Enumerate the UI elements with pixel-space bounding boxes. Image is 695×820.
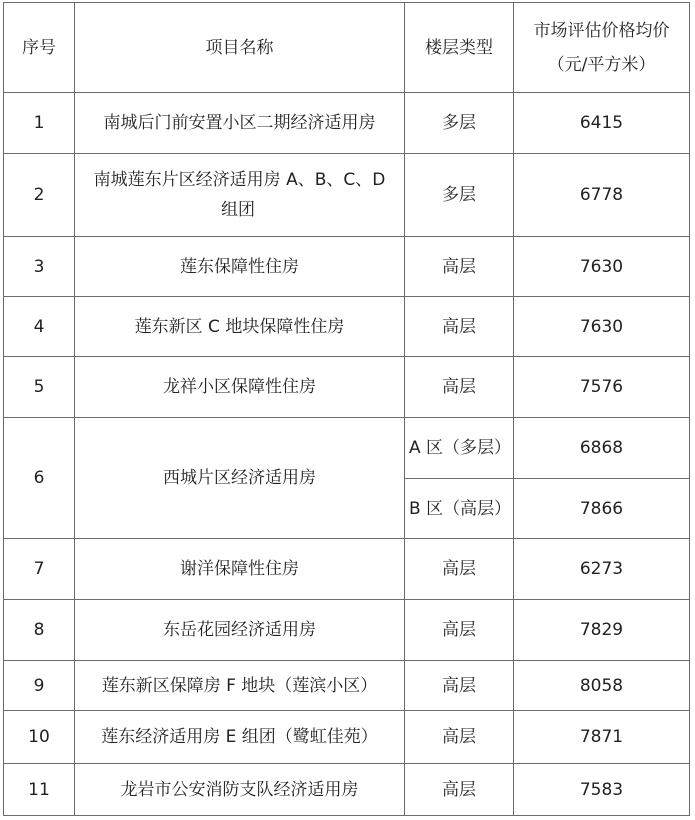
row-floor xyxy=(405,764,513,815)
row-seq xyxy=(4,357,74,417)
row-seq xyxy=(4,297,74,356)
header-price-line2: （元/平方米） xyxy=(547,54,656,75)
row-name-text: 西城片区经济适用房 xyxy=(163,468,316,488)
row-price-text: 7576 xyxy=(579,377,624,397)
row-name xyxy=(75,357,404,417)
row-price-text: 7630 xyxy=(579,256,624,277)
grid-line xyxy=(3,815,690,816)
row-seq xyxy=(4,418,74,538)
row-subfloor xyxy=(405,418,513,478)
header-floor-type xyxy=(405,3,513,92)
row-price-text: 6273 xyxy=(579,559,624,579)
row-floor xyxy=(405,237,513,296)
header-seq xyxy=(4,3,74,92)
row-name xyxy=(75,237,404,296)
row-name xyxy=(75,154,404,236)
row-price-text: 7829 xyxy=(579,620,624,640)
row-seq xyxy=(4,539,74,599)
row-price-text: 6868 xyxy=(579,438,624,458)
row-price xyxy=(514,711,689,763)
row-name-text: 莲东新区 C 地块保障性住房 xyxy=(134,316,345,337)
row-floor-text: 多层 xyxy=(442,113,476,133)
row-seq-text: 3 xyxy=(33,256,45,277)
row-name xyxy=(75,539,404,599)
header-price xyxy=(514,3,689,92)
row-floor xyxy=(405,600,513,660)
row-price-text: 7866 xyxy=(579,498,624,519)
row-name xyxy=(75,600,404,660)
row-floor-text: 高层 xyxy=(442,675,476,696)
row-seq-text: 11 xyxy=(28,779,50,800)
row-price xyxy=(514,479,689,538)
header-seq-text: 序号 xyxy=(22,37,56,58)
row-price-text: 6778 xyxy=(579,185,624,205)
row-floor-text: 高层 xyxy=(442,256,476,277)
row-floor-text: 高层 xyxy=(442,620,476,640)
row-floor xyxy=(405,297,513,356)
row-price xyxy=(514,154,689,236)
row-seq xyxy=(4,93,74,153)
row-name-text: 东岳花园经济适用房 xyxy=(163,620,316,640)
row-seq xyxy=(4,600,74,660)
row-seq-text: 2 xyxy=(33,185,45,205)
row-price xyxy=(514,764,689,815)
row-floor xyxy=(405,357,513,417)
row-floor-text: 多层 xyxy=(442,185,476,205)
row-floor-text: 高层 xyxy=(442,779,476,800)
row-seq-text: 10 xyxy=(28,727,50,747)
row-seq-text: 5 xyxy=(33,377,45,397)
row-name-text: 莲东保障性住房 xyxy=(180,256,299,277)
row-seq xyxy=(4,154,74,236)
row-price xyxy=(514,357,689,417)
row-floor xyxy=(405,154,513,236)
row-floor xyxy=(405,661,513,710)
row-name-line2: 组团 xyxy=(221,200,255,220)
row-price xyxy=(514,93,689,153)
row-name xyxy=(75,711,404,763)
row-seq-text: 6 xyxy=(33,468,45,488)
row-name-text: 莲东新区保障房 F 地块（莲滨小区） xyxy=(101,675,378,696)
row-name xyxy=(75,93,404,153)
row-floor-text: 高层 xyxy=(442,377,476,397)
row-floor-text: 高层 xyxy=(442,316,476,337)
row-seq-text: 1 xyxy=(33,113,45,133)
row-price-text: 6415 xyxy=(579,113,624,133)
row-price xyxy=(514,661,689,710)
row-price-text: 7630 xyxy=(579,316,624,337)
row-floor-text: 高层 xyxy=(442,559,476,579)
row-seq xyxy=(4,711,74,763)
row-seq xyxy=(4,237,74,296)
row-seq xyxy=(4,661,74,710)
row-floor-text: 高层 xyxy=(442,727,476,747)
row-name-text: 南城后门前安置小区二期经济适用房 xyxy=(103,113,376,133)
row-price xyxy=(514,237,689,296)
row-price xyxy=(514,297,689,356)
row-name xyxy=(75,418,404,538)
row-seq xyxy=(4,764,74,815)
grid-line xyxy=(689,2,690,816)
row-seq-text: 8 xyxy=(33,620,45,640)
row-name-text: 龙岩市公安消防支队经济适用房 xyxy=(120,779,359,800)
row-price-text: 8058 xyxy=(579,675,624,696)
header-name-text: 项目名称 xyxy=(205,37,274,58)
row-seq-text: 7 xyxy=(33,559,45,579)
row-floor xyxy=(405,93,513,153)
row-price-text: 7871 xyxy=(579,727,624,747)
row-subfloor-text: B 区（高层） xyxy=(409,498,512,519)
header-price-line1: 市场评估价格均价 xyxy=(533,20,670,41)
row-price-text: 7583 xyxy=(579,779,624,800)
header-floor-type-text: 楼层类型 xyxy=(425,37,493,58)
row-price xyxy=(514,600,689,660)
row-price xyxy=(514,418,689,478)
row-name-text: 谢洋保障性住房 xyxy=(180,559,299,579)
row-floor xyxy=(405,711,513,763)
row-name-line1: 南城莲东片区经济适用房 A、B、C、D xyxy=(93,170,386,190)
row-seq-text: 4 xyxy=(33,316,45,337)
row-name-text: 莲东经济适用房 E 组团（鹭虹佳苑） xyxy=(101,727,378,747)
row-name xyxy=(75,297,404,356)
row-subfloor xyxy=(405,479,513,538)
header-name xyxy=(75,3,404,92)
row-subfloor-text: A 区（多层） xyxy=(409,438,512,458)
row-seq-text: 9 xyxy=(33,675,45,696)
row-name xyxy=(75,764,404,815)
row-floor xyxy=(405,539,513,599)
row-name xyxy=(75,661,404,710)
row-name-text: 龙祥小区保障性住房 xyxy=(163,377,316,397)
row-price xyxy=(514,539,689,599)
